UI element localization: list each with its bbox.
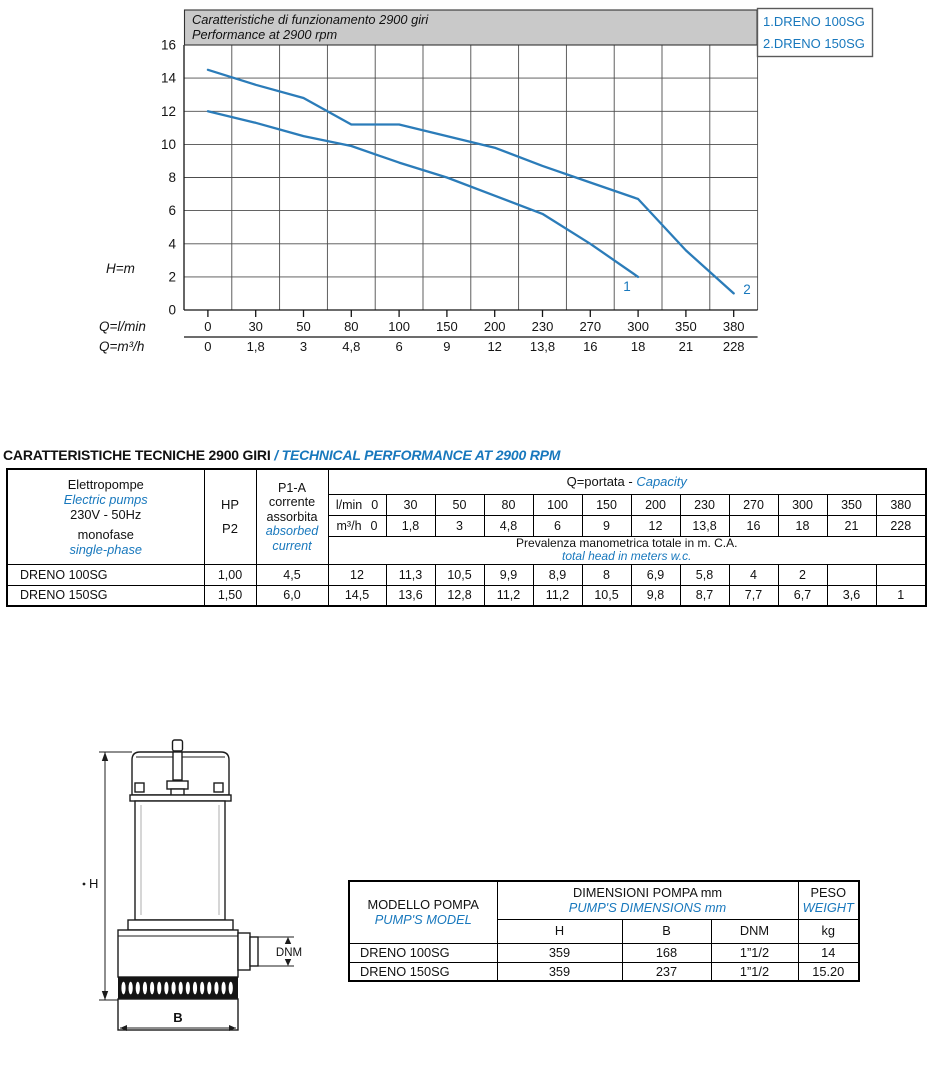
table-value-cell: 12: [328, 564, 386, 585]
lifting-eye: [173, 740, 183, 751]
x-tick-m3h: 3: [299, 339, 308, 354]
y-tick-label: 12: [160, 103, 176, 119]
table-value-cell: 16: [729, 515, 778, 536]
x-tick-m3h: 4,8: [342, 339, 361, 354]
x-tick-lmin: 100: [388, 319, 410, 334]
strainer-slot: [186, 982, 190, 995]
m3h-label-cell: [328, 515, 386, 536]
head-note-cell: [328, 536, 926, 564]
table-value-cell: 9: [582, 515, 631, 536]
kg-value: 15.20: [798, 962, 859, 981]
x-tick-lmin: 270: [579, 319, 602, 334]
curve-label-2: 2: [743, 282, 751, 297]
head-note-it: Prevalenza manometrica totale in m. C.A.: [516, 536, 738, 550]
strainer-slot: [229, 982, 233, 995]
sub-header-kg: kg: [798, 919, 859, 943]
capacity-header-it: Q=portata -: [566, 474, 637, 490]
x-axis-label-m3h: Q=m³/h: [99, 339, 145, 354]
x-tick-lmin: 200: [483, 319, 506, 334]
curve-label-1: 1: [623, 279, 631, 294]
table-value-cell: 9,8: [631, 585, 680, 606]
current-header-line1: P1-A: [278, 480, 306, 495]
table-value-cell: 9,9: [484, 564, 533, 585]
x-tick-lmin: 230: [531, 319, 554, 334]
sub-header-b: B: [622, 919, 711, 943]
x-tick-m3h: 12: [487, 339, 502, 354]
table-value-cell: 11,2: [484, 585, 533, 606]
capacity-header-cell: [328, 469, 926, 494]
x-tick-m3h: 21: [678, 339, 694, 354]
pump-base: [118, 930, 238, 977]
x-tick-lmin: 300: [627, 319, 649, 334]
x-tick-lmin: 30: [248, 319, 263, 334]
table-value-cell: 230: [680, 494, 729, 515]
table-value-cell: 50: [435, 494, 484, 515]
y-tick-label: 8: [168, 170, 176, 185]
pump-outline: [118, 740, 258, 1030]
section-heading-separator: /: [270, 447, 282, 463]
discharge-port: [238, 933, 250, 970]
x-tick-m3h: 6: [395, 339, 403, 354]
table-value-cell: 18: [778, 515, 827, 536]
dnm-value: 1”1/2: [711, 943, 798, 962]
hp-cell: 1,50: [204, 585, 256, 606]
table-value-cell: 4,8: [484, 515, 533, 536]
table-value-cell: 100: [533, 494, 582, 515]
sub-header-dnm: DNM: [711, 919, 798, 943]
table-value-cell: 1: [876, 585, 926, 606]
table-value-cell: 6: [533, 515, 582, 536]
x-tick-lmin: 150: [436, 319, 458, 334]
hp-header-line2: P2: [222, 520, 238, 536]
sub-header-h: H: [497, 919, 622, 943]
table-value-cell: 300: [778, 494, 827, 515]
pump-drawing: [78, 735, 343, 1040]
x-tick-m3h: 1,8: [246, 339, 265, 354]
section-heading: [3, 447, 560, 463]
dimensions-table: [348, 880, 860, 982]
legend-item-2: 2.DRENO 150SG: [763, 36, 865, 51]
current-header-line2: corrente: [268, 495, 316, 509]
h-value: 359: [497, 962, 622, 981]
h-dim-label: H: [89, 876, 99, 891]
table-value-cell: 11,2: [533, 585, 582, 606]
legend-item-1: 1.DRENO 100SG: [763, 14, 865, 29]
capacity-header-en: Capacity: [636, 474, 687, 490]
x-tick-m3h: 0: [204, 339, 212, 354]
table-value-cell: [827, 564, 876, 585]
dnm-dim-label: DNM: [275, 947, 303, 959]
strainer-slot: [193, 982, 197, 995]
pump-header-cell: [7, 469, 204, 564]
table-value-cell: 2: [778, 564, 827, 585]
y-tick-label: 14: [160, 70, 176, 86]
dnm-value: 1”1/2: [711, 962, 798, 981]
y-tick-label: 10: [160, 136, 176, 152]
y-tick-label: 16: [160, 37, 176, 53]
pump-header-voltage: 230V - 50Hz: [70, 506, 142, 522]
x-tick-lmin: 80: [344, 319, 359, 334]
b-value: 237: [622, 962, 711, 981]
lmin-unit: l/min: [335, 497, 363, 512]
model-header-cell: [349, 881, 497, 943]
dims-header-cell: [497, 881, 798, 919]
strainer-slot: [207, 982, 211, 995]
table-value-cell: 5,8: [680, 564, 729, 585]
section-heading-en: TECHNICAL PERFORMANCE AT 2900 RPM: [281, 447, 561, 463]
x-tick-m3h: 16: [583, 339, 598, 354]
table-value-cell: 11,3: [386, 564, 435, 585]
table-value-cell: 8,9: [533, 564, 582, 585]
x-axis-label-lmin: Q=l/min: [99, 319, 146, 334]
pump-header-it: Elettropompe: [67, 476, 144, 492]
table-value-cell: 21: [827, 515, 876, 536]
table-value-cell: 228: [876, 515, 926, 536]
model-cell: DRENO 150SG: [7, 585, 204, 606]
pump-header-phase-it: monofase: [77, 526, 134, 542]
weight-header-it: PESO: [810, 884, 847, 900]
hp-header-line1: HP: [220, 496, 240, 512]
pump-header-en: Electric pumps: [63, 491, 148, 507]
table-value-cell: 350: [827, 494, 876, 515]
dnm-dimension: [258, 937, 302, 966]
model-header-it: MODELLO POMPA: [367, 896, 479, 912]
hp-cell: 1,00: [204, 564, 256, 585]
lmin-first-value: 0: [371, 497, 379, 512]
chart-title-en: Performance at 2900 rpm: [192, 27, 338, 42]
hp-header-cell: [204, 469, 256, 564]
table-value-cell: 200: [631, 494, 680, 515]
y-tick-label: 6: [168, 203, 176, 219]
y-axis-label: H=m: [106, 261, 135, 276]
pump-header-phase-en: single-phase: [69, 541, 143, 557]
tech-table: [6, 468, 927, 607]
strainer-slot: [171, 982, 175, 995]
table-value-cell: 14,5: [328, 585, 386, 606]
dims-header-en: PUMP'S DIMENSIONS mm: [568, 900, 727, 916]
table-value-cell: 12: [631, 515, 680, 536]
strainer-slot: [157, 982, 161, 995]
x-tick-m3h: 18: [630, 339, 646, 354]
table-value-cell: 150: [582, 494, 631, 515]
strainer-slot: [143, 982, 147, 995]
current-header-cell: [256, 469, 328, 564]
b-dim-label: B: [173, 1010, 183, 1025]
table-value-cell: 10,5: [582, 585, 631, 606]
table-value-cell: 4: [729, 564, 778, 585]
table-value-cell: 8,7: [680, 585, 729, 606]
current-header-line3: assorbita: [266, 509, 318, 524]
p1a-cell: 6,0: [256, 585, 328, 606]
table-value-cell: 3: [435, 515, 484, 536]
section-heading-it: CARATTERISTICHE TECNICHE 2900 GIRI: [3, 447, 271, 463]
strainer-slot: [121, 982, 125, 995]
strainer-slot: [214, 982, 218, 995]
performance-chart: [0, 0, 935, 365]
m3h-unit: m³/h: [336, 518, 362, 533]
b-value: 168: [622, 943, 711, 962]
h-value: 359: [497, 943, 622, 962]
table-value-cell: 13,8: [680, 515, 729, 536]
model-cell: DRENO 150SG: [349, 962, 497, 981]
x-tick-m3h: 228: [722, 339, 745, 354]
model-cell: DRENO 100SG: [7, 564, 204, 585]
table-value-cell: 6,7: [778, 585, 827, 606]
x-tick-lmin: 50: [296, 319, 311, 334]
weight-header-cell: [798, 881, 859, 919]
table-value-cell: 7,7: [729, 585, 778, 606]
x-tick-lmin: 350: [675, 319, 697, 334]
x-tick-lmin: 380: [722, 319, 745, 334]
strainer-slot: [200, 982, 204, 995]
table-value-cell: 80: [484, 494, 533, 515]
weight-header-en: WEIGHT: [802, 900, 854, 916]
x-tick-m3h: 9: [443, 339, 451, 354]
kg-value: 14: [798, 943, 859, 962]
table-value-cell: 6,9: [631, 564, 680, 585]
current-header-en1: absorbed: [265, 524, 319, 538]
y-tick-label: 2: [168, 269, 176, 285]
y-tick-label: 4: [168, 236, 176, 252]
table-value-cell: 8: [582, 564, 631, 585]
table-value-cell: 380: [876, 494, 926, 515]
table-value-cell: [876, 564, 926, 585]
strainer-slot: [164, 982, 168, 995]
x-tick-lmin: 0: [204, 319, 212, 334]
strainer-slot: [179, 982, 183, 995]
x-tick-m3h: 13,8: [529, 339, 556, 354]
current-header-en2: current: [272, 538, 312, 553]
table-value-cell: 270: [729, 494, 778, 515]
p1a-cell: 4,5: [256, 564, 328, 585]
strainer-slot: [222, 982, 226, 995]
chart-title-it: Caratteristiche di funzionamento 2900 giri: [192, 12, 429, 27]
lmin-label-cell: [328, 494, 386, 515]
table-value-cell: 13,6: [386, 585, 435, 606]
table-value-cell: 30: [386, 494, 435, 515]
table-value-cell: 1,8: [386, 515, 435, 536]
strainer-slot: [129, 982, 133, 995]
motor-body: [135, 801, 225, 920]
y-tick-label: 0: [168, 302, 176, 318]
strainer-slot: [150, 982, 154, 995]
dims-header-it: DIMENSIONI POMPA mm: [572, 884, 723, 900]
table-value-cell: 10,5: [435, 564, 484, 585]
model-header-en: PUMP'S MODEL: [374, 912, 472, 928]
table-value-cell: 12,8: [435, 585, 484, 606]
head-note-en: total head in meters w.c.: [562, 549, 692, 563]
model-cell: DRENO 100SG: [349, 943, 497, 962]
table-value-cell: 3,6: [827, 585, 876, 606]
strainer-slot: [136, 982, 140, 995]
m3h-first-value: 0: [370, 518, 378, 533]
